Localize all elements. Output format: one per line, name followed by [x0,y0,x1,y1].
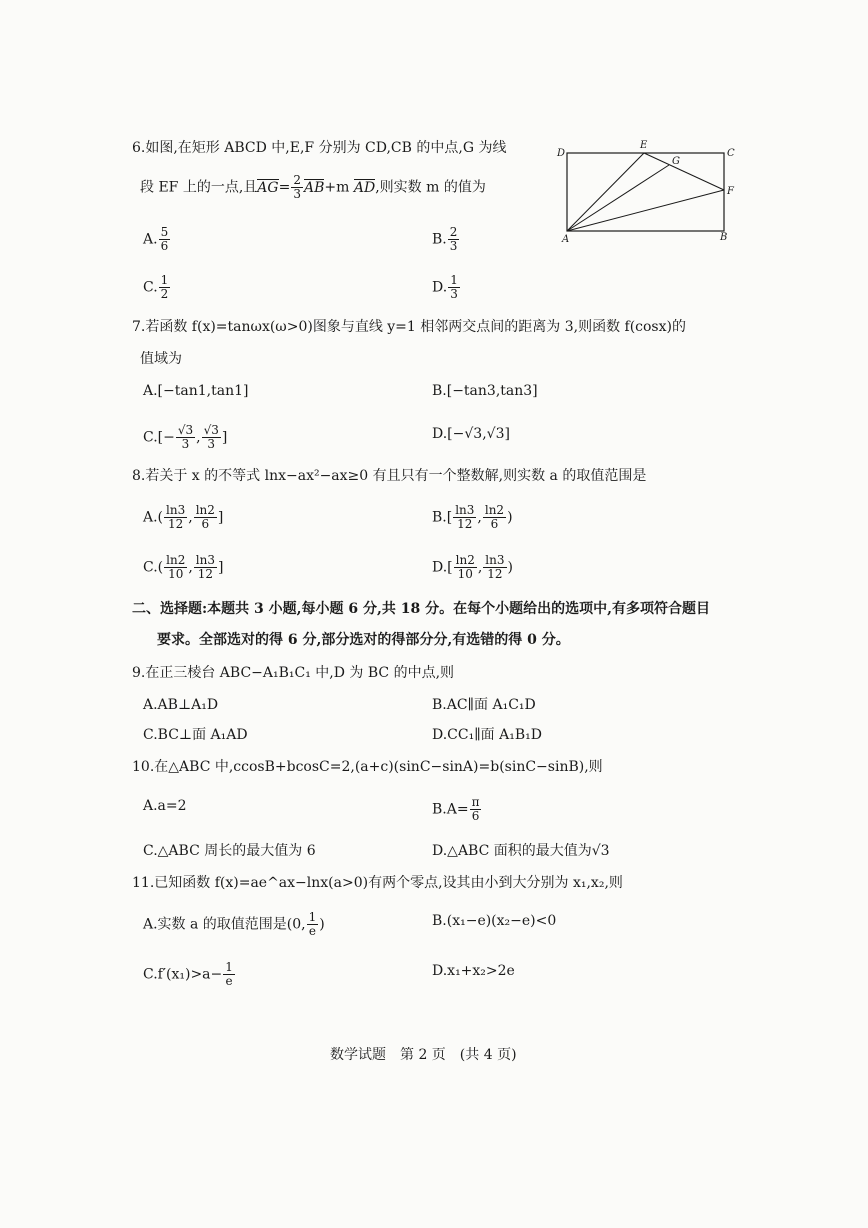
vector-ag: AG [257,179,279,196]
q6-option-a[interactable]: A. $\frac{5}{6}$ [143,225,169,253]
section2-heading-line1: 二、选择题:本题共 3 小题,每小题 6 分,共 18 分。在每个小题给出的选项中,有多项符合题目 [132,601,710,617]
rectangle-figure [552,134,752,246]
fraction-two-thirds: $\frac{2}{3}$ [293,173,301,201]
q11-option-a[interactable]: A.实数 a 的取值范围是(0, $\frac{1}{e}$ ) [143,910,325,938]
q9-option-c[interactable]: C.BC⊥面 A₁AD [143,727,248,743]
label-b: B [720,232,728,243]
vector-ab: AB [303,179,325,196]
q6-option-d[interactable]: D. $\frac{1}{3}$ [432,273,458,301]
q7-option-b[interactable]: B.[−tan3,tan3] [432,383,538,399]
q10-option-c[interactable]: C.△ABC 周长的最大值为 6 [143,843,316,859]
q10-option-d[interactable]: D.△ABC 面积的最大值为√3 [432,843,610,859]
section2-heading-line2: 要求。全部选对的得 6 分,部分选对的得部分分,有选错的得 0 分。 [157,632,570,648]
q9-option-b[interactable]: B.AC∥面 A₁C₁D [432,697,536,713]
q10-stem-line1: 10.在△ABC 中,ccosB+bcosC=2,(a+c)(sinC−sinA)=b(sinC−sinB),则 [132,759,603,775]
q7-stem-line1: 7.若函数 f(x)=tanωx(ω>0)图象与直线 y=1 相邻两交点间的距离为 3,则函数 f(cosx)的 [132,319,686,335]
q6-stem-line1: 6.如图,在矩形 ABCD 中,E,F 分别为 CD,CB 的中点,G 为线 [132,140,507,156]
label-c: C [727,148,735,159]
q8-option-b[interactable]: B.[ $\frac{\ln 3}{12}$ , $\frac{\ln 2}{6}$ ) [432,503,513,531]
q9-option-a[interactable]: A.AB⊥A₁D [143,697,219,713]
q8-option-c[interactable]: C.( $\frac{\ln 2}{10}$ , $\frac{\ln 3}{12}$ ] [143,553,224,581]
q8-option-a[interactable]: A.( $\frac{\ln 3}{12}$ , $\frac{\ln 2}{6}$ ] [143,503,224,531]
q7-option-c[interactable]: C.[− $\frac{√3}{3}$ , $\frac{√3}{3}$ ] [143,423,228,451]
label-f: F [727,186,734,197]
q7-option-d[interactable]: D.[−√3,√3] [432,426,510,442]
plus-m: +m [324,179,354,196]
q8-option-d[interactable]: D.[ $\frac{\ln 2}{10}$ , $\frac{\ln 3}{12}$ ) [432,553,513,581]
label-e: E [640,140,648,151]
q11-option-b[interactable]: B.(x₁−e)(x₂−e)<0 [432,913,557,929]
vector-ad: AD [353,179,376,196]
q8-stem-line1: 8.若关于 x 的不等式 lnx−ax²−ax≥0 有且只有一个整数解,则实数 a 的取值范围是 [132,468,647,484]
q6-option-b[interactable]: B. $\frac{2}{3}$ [432,225,458,253]
q7-option-a[interactable]: A.[−tan1,tan1] [143,383,249,399]
q6-stem-line2 [140,174,486,201]
q7-stem-line2: 值域为 [140,351,182,367]
q6-text-end: ,则实数 m 的值为 [375,179,486,196]
q9-option-d[interactable]: D.CC₁∥面 A₁B₁D [432,727,542,743]
label-g: G [672,156,680,167]
q11-option-c[interactable]: C.f′(x₁)>a− $\frac{1}{e}$ [143,960,233,988]
q6-option-c[interactable]: C. $\frac{1}{2}$ [143,273,169,301]
q10-option-b[interactable]: B.A= $\frac{\pi}{6}$ [432,795,480,823]
label-a: A [562,234,570,245]
q11-option-d[interactable]: D.x₁+x₂>2e [432,963,515,979]
q6-text: 段 EF 上的一点,且 [140,179,258,196]
page-footer: 数学试题 第 2 页 (共 4 页) [330,1047,517,1063]
equals: = [278,179,291,196]
q9-stem-line1: 9.在正三棱台 ABC−A₁B₁C₁ 中,D 为 BC 的中点,则 [132,665,455,681]
label-d: D [557,148,566,159]
q10-option-a[interactable]: A.a=2 [143,798,187,814]
q11-stem-line1: 11.已知函数 f(x)=ae^ax−lnx(a>0)有两个零点,设其由小到大分别为 x₁,x₂,则 [132,875,623,891]
